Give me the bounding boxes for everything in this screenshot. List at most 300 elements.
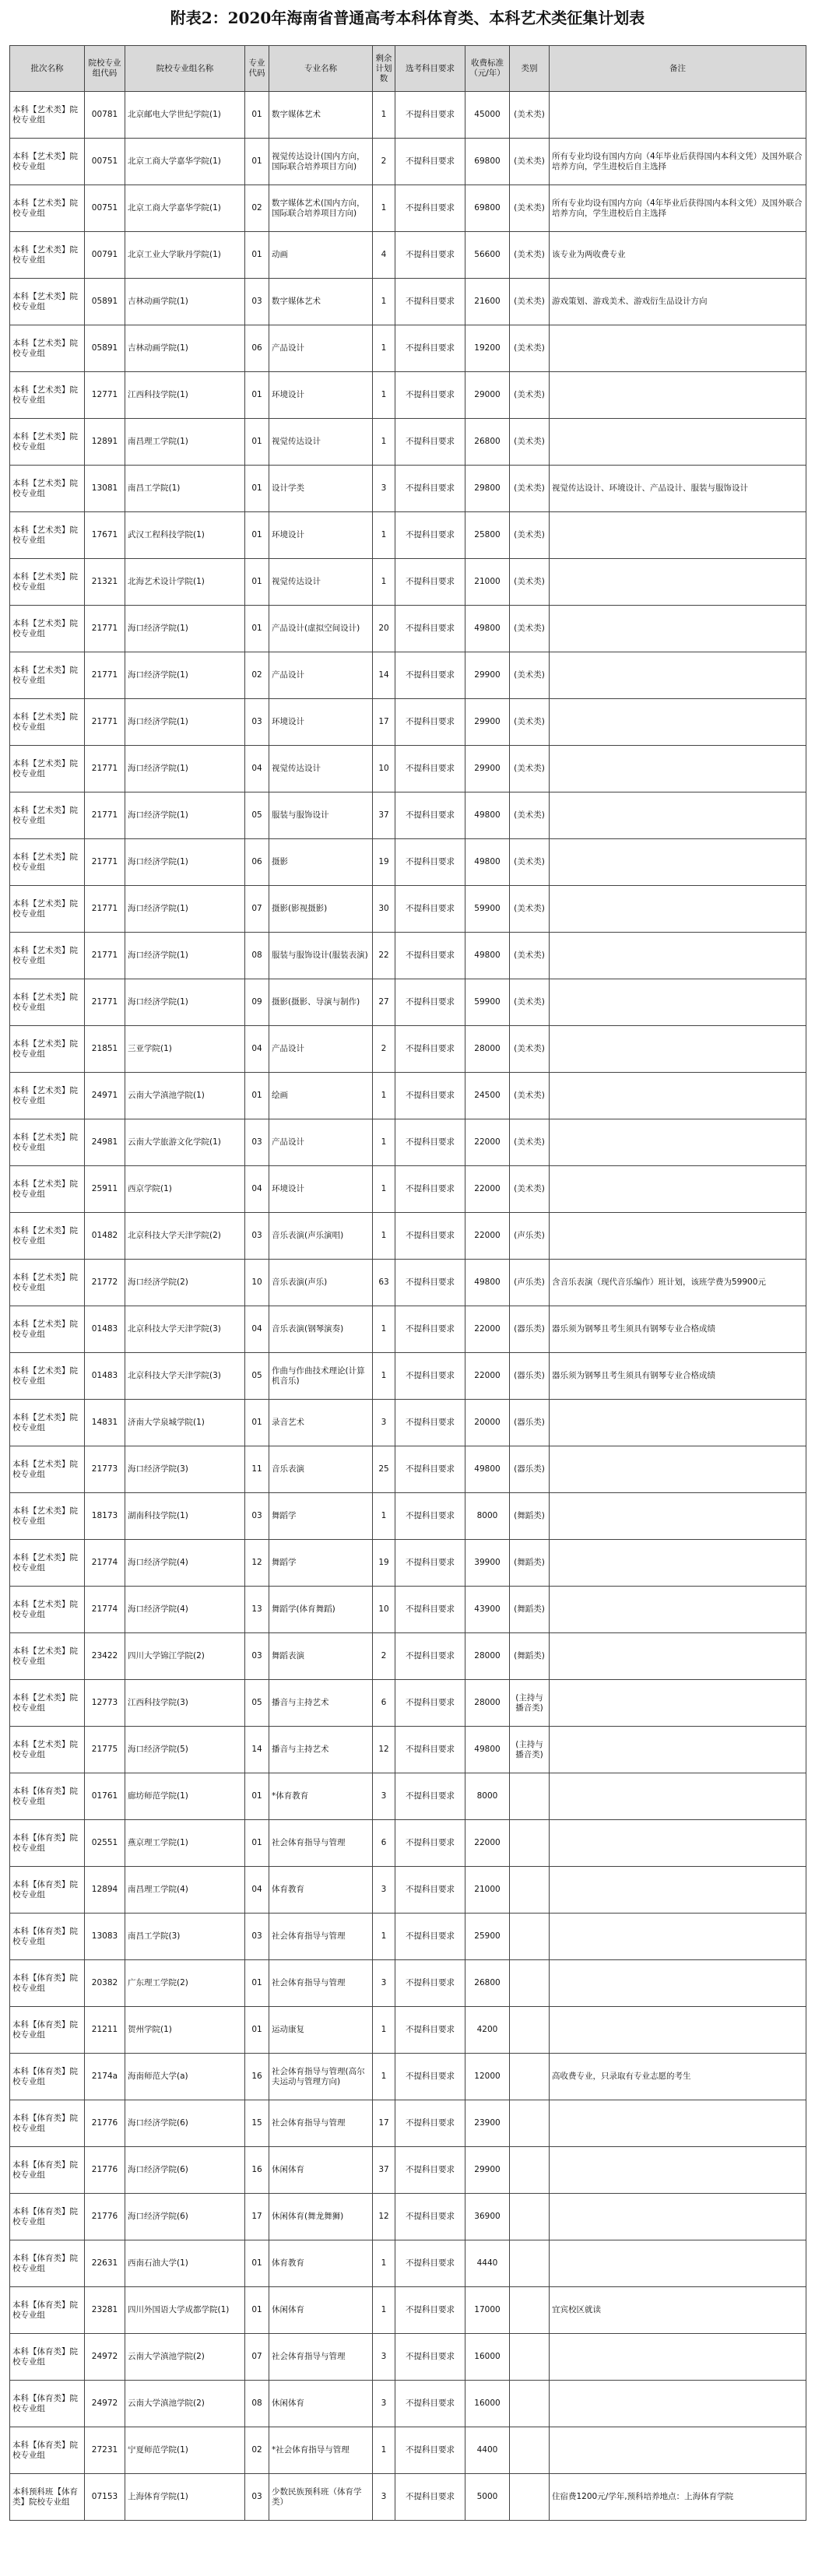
note-cell [550, 2100, 806, 2147]
batch-name-cell: 本科【艺术类】院校专业组 [10, 1166, 85, 1213]
major-code-cell: 03 [245, 279, 269, 325]
major-name-cell: 摄影(影视摄影) [269, 886, 373, 933]
tuition-cell: 22000 [465, 1353, 510, 1400]
major-code-cell: 07 [245, 2334, 269, 2381]
batch-name-cell: 本科【体育类】院校专业组 [10, 2147, 85, 2194]
group-code-cell: 21321 [85, 559, 125, 606]
batch-name-cell: 本科【体育类】院校专业组 [10, 2287, 85, 2334]
remaining-plan-cell: 3 [373, 2381, 395, 2427]
remaining-plan-cell: 37 [373, 2147, 395, 2194]
note-cell [550, 652, 806, 699]
batch-name-cell: 本科【艺术类】院校专业组 [10, 1026, 85, 1073]
major-name-cell: 动画 [269, 232, 373, 279]
subject-requirement-cell: 不提科目要求 [395, 2054, 465, 2100]
note-cell [550, 1867, 806, 1914]
col-header: 专业代码 [245, 46, 269, 92]
subject-requirement-cell: 不提科目要求 [395, 419, 465, 466]
group-code-cell: 21771 [85, 933, 125, 979]
remaining-plan-cell: 19 [373, 1540, 395, 1587]
group-name-cell: 西京学院(1) [125, 1166, 245, 1213]
subject-requirement-cell: 不提科目要求 [395, 1727, 465, 1773]
group-name-cell: 北京科技大学天津学院(2) [125, 1213, 245, 1260]
batch-name-cell: 本科【艺术类】院校专业组 [10, 559, 85, 606]
group-name-cell: 云南大学旅游文化学院(1) [125, 1119, 245, 1166]
category-cell: (声乐类) [510, 1213, 550, 1260]
batch-name-cell: 本科【艺术类】院校专业组 [10, 606, 85, 652]
category-cell: (美术类) [510, 466, 550, 512]
batch-name-cell: 本科【艺术类】院校专业组 [10, 139, 85, 185]
table-row [10, 1119, 806, 1166]
major-name-cell: 数字媒体艺术 [269, 92, 373, 139]
col-header: 备注 [550, 46, 806, 92]
category-cell [510, 1773, 550, 1820]
subject-requirement-cell: 不提科目要求 [395, 372, 465, 419]
tuition-cell: 22000 [465, 1213, 510, 1260]
table-row [10, 1166, 806, 1213]
group-code-cell: 21776 [85, 2100, 125, 2147]
subject-requirement-cell: 不提科目要求 [395, 1540, 465, 1587]
group-code-cell: 21211 [85, 2007, 125, 2054]
major-code-cell: 06 [245, 839, 269, 886]
note-cell: 游戏策划、游戏美术、游戏衍生品设计方向 [550, 279, 806, 325]
subject-requirement-cell: 不提科目要求 [395, 1446, 465, 1493]
table-row [10, 1073, 806, 1119]
major-name-cell: 社会体育指导与管理 [269, 1820, 373, 1867]
remaining-plan-cell: 1 [373, 325, 395, 372]
major-name-cell: 休闲体育 [269, 2287, 373, 2334]
table-row [10, 1260, 806, 1306]
subject-requirement-cell: 不提科目要求 [395, 2194, 465, 2240]
group-code-cell: 12771 [85, 372, 125, 419]
category-cell: (美术类) [510, 792, 550, 839]
note-cell [550, 1727, 806, 1773]
category-cell: (美术类) [510, 279, 550, 325]
remaining-plan-cell: 10 [373, 746, 395, 792]
major-code-cell: 16 [245, 2147, 269, 2194]
subject-requirement-cell: 不提科目要求 [395, 2427, 465, 2474]
group-name-cell: 燕京理工学院(1) [125, 1820, 245, 1867]
group-name-cell: 南昌工学院(3) [125, 1914, 245, 1960]
group-code-cell: 21773 [85, 1446, 125, 1493]
group-name-cell: 四川外国语大学成都学院(1) [125, 2287, 245, 2334]
group-code-cell: 05891 [85, 325, 125, 372]
group-name-cell: 广东理工学院(2) [125, 1960, 245, 2007]
subject-requirement-cell: 不提科目要求 [395, 1587, 465, 1633]
group-code-cell: 01483 [85, 1306, 125, 1353]
group-code-cell: 12894 [85, 1867, 125, 1914]
note-cell: 高收费专业，只录取有专业志愿的考生 [550, 2054, 806, 2100]
batch-name-cell: 本科预科班【体育类】院校专业组 [10, 2474, 85, 2521]
tuition-cell: 49800 [465, 1446, 510, 1493]
category-cell: (美术类) [510, 185, 550, 232]
remaining-plan-cell: 3 [373, 1867, 395, 1914]
group-name-cell: 北京工商大学嘉华学院(1) [125, 185, 245, 232]
category-cell [510, 2474, 550, 2521]
major-code-cell: 01 [245, 2287, 269, 2334]
group-name-cell: 海口经济学院(3) [125, 1446, 245, 1493]
remaining-plan-cell: 3 [373, 2474, 395, 2521]
note-cell [550, 2334, 806, 2381]
major-code-cell: 01 [245, 139, 269, 185]
subject-requirement-cell: 不提科目要求 [395, 1867, 465, 1914]
col-header: 选考科目要求 [395, 46, 465, 92]
major-code-cell: 01 [245, 559, 269, 606]
group-code-cell: 13083 [85, 1914, 125, 1960]
subject-requirement-cell: 不提科目要求 [395, 1773, 465, 1820]
group-code-cell: 21771 [85, 699, 125, 746]
batch-name-cell: 本科【艺术类】院校专业组 [10, 512, 85, 559]
remaining-plan-cell: 1 [373, 1073, 395, 1119]
major-code-cell: 03 [245, 699, 269, 746]
category-cell [510, 2381, 550, 2427]
group-code-cell: 21775 [85, 1727, 125, 1773]
note-cell [550, 372, 806, 419]
group-name-cell: 北京工业大学耿丹学院(1) [125, 232, 245, 279]
tuition-cell: 4440 [465, 2240, 510, 2287]
remaining-plan-cell: 1 [373, 1166, 395, 1213]
batch-name-cell: 本科【体育类】院校专业组 [10, 2007, 85, 2054]
note-cell [550, 559, 806, 606]
note-cell [550, 1166, 806, 1213]
remaining-plan-cell: 2 [373, 139, 395, 185]
batch-name-cell: 本科【艺术类】院校专业组 [10, 1633, 85, 1680]
major-name-cell: 音乐表演(钢琴演奏) [269, 1306, 373, 1353]
tuition-cell: 49800 [465, 1260, 510, 1306]
group-code-cell: 02551 [85, 1820, 125, 1867]
major-name-cell: 音乐表演(声乐演唱) [269, 1213, 373, 1260]
major-code-cell: 13 [245, 1587, 269, 1633]
major-code-cell: 03 [245, 1119, 269, 1166]
major-code-cell: 01 [245, 2240, 269, 2287]
remaining-plan-cell: 3 [373, 2334, 395, 2381]
major-name-cell: 产品设计 [269, 652, 373, 699]
col-header: 类别 [510, 46, 550, 92]
subject-requirement-cell: 不提科目要求 [395, 2147, 465, 2194]
note-cell [550, 979, 806, 1026]
group-code-cell: 21774 [85, 1540, 125, 1587]
note-cell [550, 1633, 806, 1680]
tuition-cell: 29900 [465, 2147, 510, 2194]
table-row [10, 2474, 806, 2521]
group-name-cell: 北京科技大学天津学院(3) [125, 1306, 245, 1353]
group-name-cell: 三亚学院(1) [125, 1026, 245, 1073]
group-code-cell: 27231 [85, 2427, 125, 2474]
tuition-cell: 19200 [465, 325, 510, 372]
note-cell: 所有专业均设有国内方向（4年毕业后获得国内本科文凭）及国外联合培养方向，学生进校后自主选择 [550, 185, 806, 232]
remaining-plan-cell: 1 [373, 1493, 395, 1540]
group-name-cell: 吉林动画学院(1) [125, 279, 245, 325]
category-cell: (美术类) [510, 1073, 550, 1119]
subject-requirement-cell: 不提科目要求 [395, 699, 465, 746]
subject-requirement-cell: 不提科目要求 [395, 1260, 465, 1306]
group-code-cell: 00751 [85, 185, 125, 232]
major-name-cell: 休闲体育 [269, 2381, 373, 2427]
table-row [10, 559, 806, 606]
major-code-cell: 01 [245, 1820, 269, 1867]
major-code-cell: 09 [245, 979, 269, 1026]
table-row [10, 652, 806, 699]
category-cell: (美术类) [510, 232, 550, 279]
note-cell: 该专业为两收费专业 [550, 232, 806, 279]
remaining-plan-cell: 17 [373, 2100, 395, 2147]
remaining-plan-cell: 63 [373, 1260, 395, 1306]
major-code-cell: 04 [245, 1166, 269, 1213]
subject-requirement-cell: 不提科目要求 [395, 1353, 465, 1400]
table-row [10, 1306, 806, 1353]
tuition-cell: 59900 [465, 979, 510, 1026]
tuition-cell: 49800 [465, 792, 510, 839]
table-row [10, 699, 806, 746]
major-code-cell: 08 [245, 933, 269, 979]
group-name-cell: 海口经济学院(1) [125, 699, 245, 746]
note-cell: 视觉传达设计、环境设计、产品设计、服装与服饰设计 [550, 466, 806, 512]
major-name-cell: 产品设计 [269, 325, 373, 372]
note-cell [550, 2427, 806, 2474]
batch-name-cell: 本科【艺术类】院校专业组 [10, 466, 85, 512]
table-row [10, 139, 806, 185]
note-cell [550, 1680, 806, 1727]
page-title: 附表2：2020年海南省普通高考本科体育类、本科艺术类征集计划表 [170, 9, 645, 27]
group-name-cell: 西南石油大学(1) [125, 2240, 245, 2287]
major-name-cell: 社会体育指导与管理(高尔夫运动与管理方向) [269, 2054, 373, 2100]
note-cell: 所有专业均设有国内方向（4年毕业后获得国内本科文凭）及国外联合培养方向，学生进校后自主选择 [550, 139, 806, 185]
batch-name-cell: 本科【体育类】院校专业组 [10, 1773, 85, 1820]
subject-requirement-cell: 不提科目要求 [395, 606, 465, 652]
subject-requirement-cell: 不提科目要求 [395, 2287, 465, 2334]
remaining-plan-cell: 6 [373, 1820, 395, 1867]
group-code-cell: 01761 [85, 1773, 125, 1820]
major-name-cell: 作曲与作曲技术理论(计算机音乐) [269, 1353, 373, 1400]
note-cell [550, 2194, 806, 2240]
group-name-cell: 海口经济学院(1) [125, 839, 245, 886]
subject-requirement-cell: 不提科目要求 [395, 792, 465, 839]
batch-name-cell: 本科【艺术类】院校专业组 [10, 652, 85, 699]
col-header: 专业名称 [269, 46, 373, 92]
major-name-cell: 数字媒体艺术 [269, 279, 373, 325]
major-name-cell: 社会体育指导与管理 [269, 2334, 373, 2381]
major-name-cell: 视觉传达设计 [269, 746, 373, 792]
table-row [10, 512, 806, 559]
group-code-cell: 24972 [85, 2334, 125, 2381]
category-cell: (美术类) [510, 1119, 550, 1166]
group-code-cell: 24981 [85, 1119, 125, 1166]
note-cell [550, 325, 806, 372]
note-cell [550, 1493, 806, 1540]
table-row [10, 419, 806, 466]
category-cell: (舞蹈类) [510, 1587, 550, 1633]
major-name-cell: 舞蹈表演 [269, 1633, 373, 1680]
category-cell [510, 1820, 550, 1867]
tuition-cell: 16000 [465, 2381, 510, 2427]
table-header [10, 46, 806, 92]
group-code-cell: 21771 [85, 839, 125, 886]
category-cell: (美术类) [510, 699, 550, 746]
tuition-cell: 8000 [465, 1773, 510, 1820]
table-row [10, 2334, 806, 2381]
major-code-cell: 05 [245, 1680, 269, 1727]
category-cell: (器乐类) [510, 1400, 550, 1446]
category-cell: (美术类) [510, 139, 550, 185]
note-cell [550, 839, 806, 886]
table-row [10, 1026, 806, 1073]
batch-name-cell: 本科【艺术类】院校专业组 [10, 839, 85, 886]
major-code-cell: 05 [245, 1353, 269, 1400]
tuition-cell: 25800 [465, 512, 510, 559]
tuition-cell: 49800 [465, 1727, 510, 1773]
batch-name-cell: 本科【艺术类】院校专业组 [10, 325, 85, 372]
table-row [10, 2427, 806, 2474]
note-cell [550, 746, 806, 792]
batch-name-cell: 本科【体育类】院校专业组 [10, 1960, 85, 2007]
note-cell [550, 933, 806, 979]
tuition-cell: 39900 [465, 1540, 510, 1587]
major-code-cell: 01 [245, 1960, 269, 2007]
note-cell [550, 792, 806, 839]
major-name-cell: 服装与服饰设计 [269, 792, 373, 839]
subject-requirement-cell: 不提科目要求 [395, 466, 465, 512]
major-name-cell: 录音艺术 [269, 1400, 373, 1446]
tuition-cell: 29900 [465, 746, 510, 792]
table-row [10, 839, 806, 886]
tuition-cell: 23900 [465, 2100, 510, 2147]
category-cell: (美术类) [510, 1026, 550, 1073]
tuition-cell: 28000 [465, 1680, 510, 1727]
major-code-cell: 02 [245, 2427, 269, 2474]
batch-name-cell: 本科【艺术类】院校专业组 [10, 933, 85, 979]
group-name-cell: 海口经济学院(6) [125, 2100, 245, 2147]
major-code-cell: 02 [245, 185, 269, 232]
major-name-cell: 社会体育指导与管理 [269, 1960, 373, 2007]
table-row [10, 1353, 806, 1400]
table-row [10, 1820, 806, 1867]
note-cell [550, 1773, 806, 1820]
group-code-cell: 21851 [85, 1026, 125, 1073]
note-cell [550, 1446, 806, 1493]
group-name-cell: 海口经济学院(4) [125, 1587, 245, 1633]
major-name-cell: 环境设计 [269, 699, 373, 746]
subject-requirement-cell: 不提科目要求 [395, 2240, 465, 2287]
remaining-plan-cell: 22 [373, 933, 395, 979]
major-code-cell: 03 [245, 1213, 269, 1260]
category-cell: (美术类) [510, 652, 550, 699]
remaining-plan-cell: 2 [373, 1026, 395, 1073]
category-cell: (美术类) [510, 92, 550, 139]
group-code-cell: 21772 [85, 1260, 125, 1306]
group-name-cell: 海口经济学院(5) [125, 1727, 245, 1773]
remaining-plan-cell: 10 [373, 1587, 395, 1633]
remaining-plan-cell: 3 [373, 466, 395, 512]
category-cell: (主持与播音类) [510, 1727, 550, 1773]
group-code-cell: 00791 [85, 232, 125, 279]
category-cell: (美术类) [510, 979, 550, 1026]
category-cell [510, 1960, 550, 2007]
note-cell [550, 2007, 806, 2054]
batch-name-cell: 本科【艺术类】院校专业组 [10, 746, 85, 792]
note-cell [550, 512, 806, 559]
group-code-cell: 23422 [85, 1633, 125, 1680]
group-name-cell: 南昌理工学院(4) [125, 1867, 245, 1914]
category-cell [510, 2427, 550, 2474]
subject-requirement-cell: 不提科目要求 [395, 746, 465, 792]
major-code-cell: 08 [245, 2381, 269, 2427]
tuition-cell: 29900 [465, 652, 510, 699]
note-cell [550, 1820, 806, 1867]
major-code-cell: 01 [245, 92, 269, 139]
group-name-cell: 贺州学院(1) [125, 2007, 245, 2054]
major-name-cell: 摄影(摄影、导演与制作) [269, 979, 373, 1026]
category-cell [510, 2007, 550, 2054]
major-code-cell: 01 [245, 466, 269, 512]
group-name-cell: 海口经济学院(2) [125, 1260, 245, 1306]
major-name-cell: 社会体育指导与管理 [269, 2100, 373, 2147]
note-cell: 含音乐表演（现代音乐编作）班计划，该班学费为59900元 [550, 1260, 806, 1306]
note-cell [550, 1119, 806, 1166]
group-code-cell: 01482 [85, 1213, 125, 1260]
major-code-cell: 01 [245, 1400, 269, 1446]
subject-requirement-cell: 不提科目要求 [395, 1400, 465, 1446]
tuition-cell: 24500 [465, 1073, 510, 1119]
major-name-cell: 舞蹈学(体育舞蹈) [269, 1587, 373, 1633]
remaining-plan-cell: 6 [373, 1680, 395, 1727]
note-cell [550, 2147, 806, 2194]
major-code-cell: 11 [245, 1446, 269, 1493]
note-cell [550, 1960, 806, 2007]
subject-requirement-cell: 不提科目要求 [395, 1960, 465, 2007]
category-cell: (器乐类) [510, 1446, 550, 1493]
group-name-cell: 南昌工学院(1) [125, 466, 245, 512]
major-name-cell: 休闲体育 [269, 2147, 373, 2194]
major-code-cell: 04 [245, 1306, 269, 1353]
note-cell [550, 419, 806, 466]
batch-name-cell: 本科【艺术类】院校专业组 [10, 1119, 85, 1166]
group-name-cell: 海口经济学院(6) [125, 2147, 245, 2194]
batch-name-cell: 本科【体育类】院校专业组 [10, 2240, 85, 2287]
subject-requirement-cell: 不提科目要求 [395, 1914, 465, 1960]
group-code-cell: 01483 [85, 1353, 125, 1400]
remaining-plan-cell: 3 [373, 1400, 395, 1446]
subject-requirement-cell: 不提科目要求 [395, 2007, 465, 2054]
note-cell [550, 92, 806, 139]
major-code-cell: 03 [245, 1493, 269, 1540]
major-name-cell: 产品设计(虚拟空间设计) [269, 606, 373, 652]
table-row [10, 1960, 806, 2007]
subject-requirement-cell: 不提科目要求 [395, 1119, 465, 1166]
remaining-plan-cell: 1 [373, 1119, 395, 1166]
group-name-cell: 海南师范大学(a) [125, 2054, 245, 2100]
group-name-cell: 武汉工程科技学院(1) [125, 512, 245, 559]
major-code-cell: 03 [245, 1914, 269, 1960]
group-code-cell: 00781 [85, 92, 125, 139]
batch-name-cell: 本科【艺术类】院校专业组 [10, 279, 85, 325]
major-name-cell: *社会体育指导与管理 [269, 2427, 373, 2474]
group-name-cell: 上海体育学院(1) [125, 2474, 245, 2521]
subject-requirement-cell: 不提科目要求 [395, 2334, 465, 2381]
tuition-cell: 22000 [465, 1820, 510, 1867]
col-header: 批次名称 [10, 46, 85, 92]
tuition-cell: 8000 [465, 1493, 510, 1540]
major-code-cell: 16 [245, 2054, 269, 2100]
major-code-cell: 01 [245, 512, 269, 559]
subject-requirement-cell: 不提科目要求 [395, 1213, 465, 1260]
group-name-cell: 海口经济学院(1) [125, 979, 245, 1026]
table-row [10, 2287, 806, 2334]
table-row [10, 2194, 806, 2240]
group-code-cell: 13081 [85, 466, 125, 512]
category-cell: (美术类) [510, 839, 550, 886]
major-name-cell: 休闲体育(舞龙舞狮) [269, 2194, 373, 2240]
category-cell [510, 1914, 550, 1960]
major-code-cell: 04 [245, 1026, 269, 1073]
